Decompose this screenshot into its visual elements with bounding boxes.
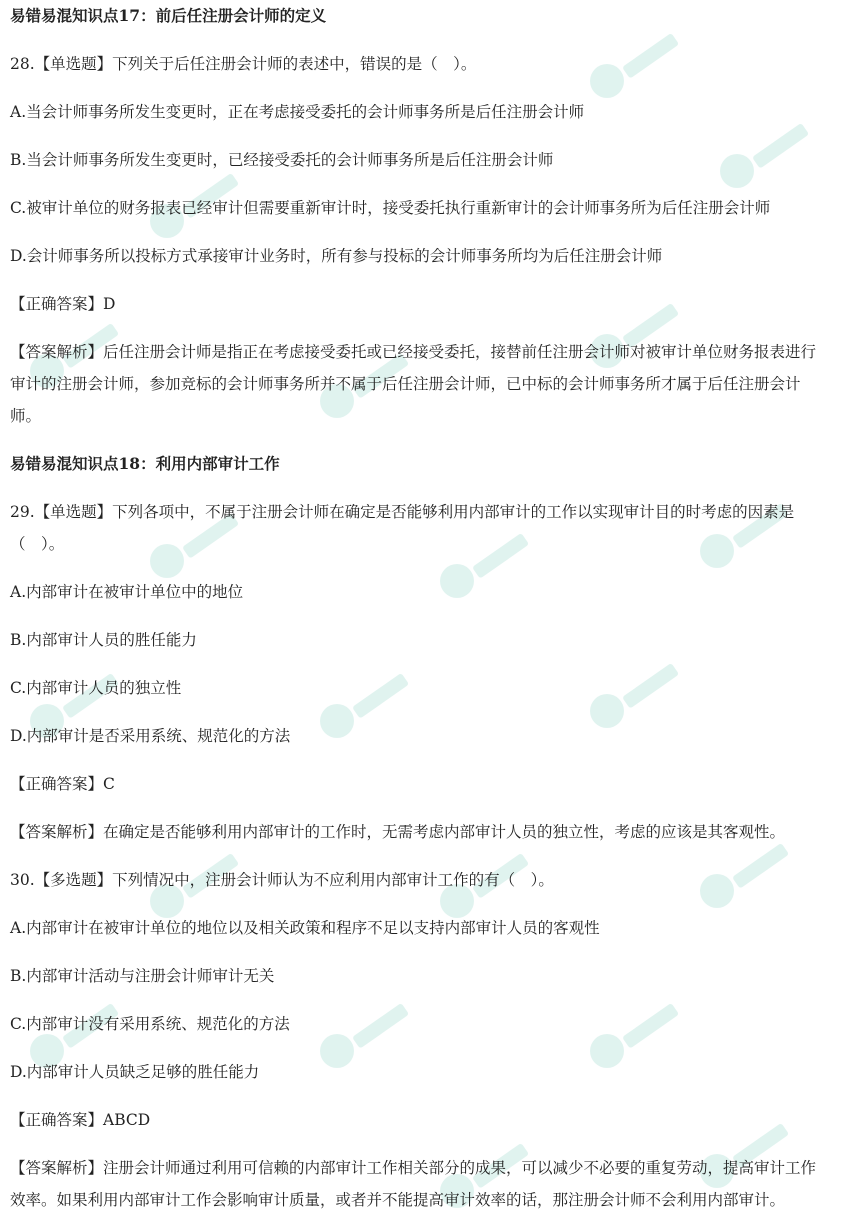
question-29-stem-line-1: 29.【单选题】下列各项中，不属于注册会计师在确定是否能够利用内部审计的工作以实现审计目的时考虑的因素是 [10,503,795,521]
question-28-stem: 28.【单选题】下列关于后任注册会计师的表述中，错误的是（ ）。 [10,55,477,73]
question-28-analysis-line-3: 师。 [10,407,42,425]
watermark-logo-icon [150,540,240,580]
watermark-logo-icon [700,530,790,570]
watermark-logo-icon [700,870,790,910]
question-30-analysis-line-2: 效率。如果利用内部审计工作会影响审计质量，或者并不能提高审计效率的话，那注册会计师不会利用内部审计。 [10,1191,786,1209]
question-29-analysis: 【答案解析】在确定是否能够利用内部审计的工作时，无需考虑内部审计人员的独立性，考虑的应该是其客观性。 [10,823,786,841]
watermark-logo-icon [590,1030,680,1070]
watermark-logo-icon [320,1030,410,1070]
watermark-logo-icon [320,700,410,740]
watermark-logo-icon [590,60,680,100]
question-28-answer: 【正确答案】D [10,295,116,313]
question-29-option-b: B.内部审计人员的胜任能力 [10,631,197,649]
question-28-option-b: B.当会计师事务所发生变更时，已经接受委托的会计师事务所是后任注册会计师 [10,151,554,169]
question-28-option-d: D.会计师事务所以投标方式承接审计业务时，所有参与投标的会计师事务所均为后任注册会计师 [10,247,663,265]
question-29-option-d: D.内部审计是否采用系统、规范化的方法 [10,727,291,745]
question-30-option-d: D.内部审计人员缺乏足够的胜任能力 [10,1063,260,1081]
question-29-option-c: C.内部审计人员的独立性 [10,679,182,697]
section-18-title: 易错易混知识点18：利用内部审计工作 [10,454,280,473]
watermark-logo-icon [720,150,810,190]
question-29-answer: 【正确答案】C [10,775,115,793]
question-28-analysis-line-2: 审计的注册会计师，参加竞标的会计师事务所并不属于后任注册会计师，已中标的会计师事务所才属于后任注册会计 [10,375,801,393]
question-30-answer: 【正确答案】ABCD [10,1111,151,1129]
question-29-option-a: A.内部审计在被审计单位中的地位 [10,583,244,601]
question-28-option-c: C.被审计单位的财务报表已经审计但需要重新审计时，接受委托执行重新审计的会计师事务所为后任注册会计师 [10,199,771,217]
question-30-option-c: C.内部审计没有采用系统、规范化的方法 [10,1015,290,1033]
question-28-option-a: A.当会计师事务所发生变更时，正在考虑接受委托的会计师事务所是后任注册会计师 [10,103,585,121]
watermark-logo-icon [440,560,530,600]
section-17-title: 易错易混知识点17：前后任注册会计师的定义 [10,6,327,25]
question-29-stem-line-2: （ ）。 [10,535,65,553]
question-28-analysis-line-1: 【答案解析】后任注册会计师是指正在考虑接受委托或已经接受委托，接替前任注册会计师对被审计单位财务报表进行 [10,343,817,361]
question-30-option-b: B.内部审计活动与注册会计师审计无关 [10,967,275,985]
watermark-logo-icon [590,690,680,730]
question-30-stem: 30.【多选题】下列情况中，注册会计师认为不应利用内部审计工作的有（ ）。 [10,871,554,889]
question-30-analysis-line-1: 【答案解析】注册会计师通过利用可信赖的内部审计工作相关部分的成果，可以减少不必要的重复劳动，提高审计工作 [10,1159,817,1177]
question-30-option-a: A.内部审计在被审计单位的地位以及相关政策和程序不足以支持内部审计人员的客观性 [10,919,600,937]
